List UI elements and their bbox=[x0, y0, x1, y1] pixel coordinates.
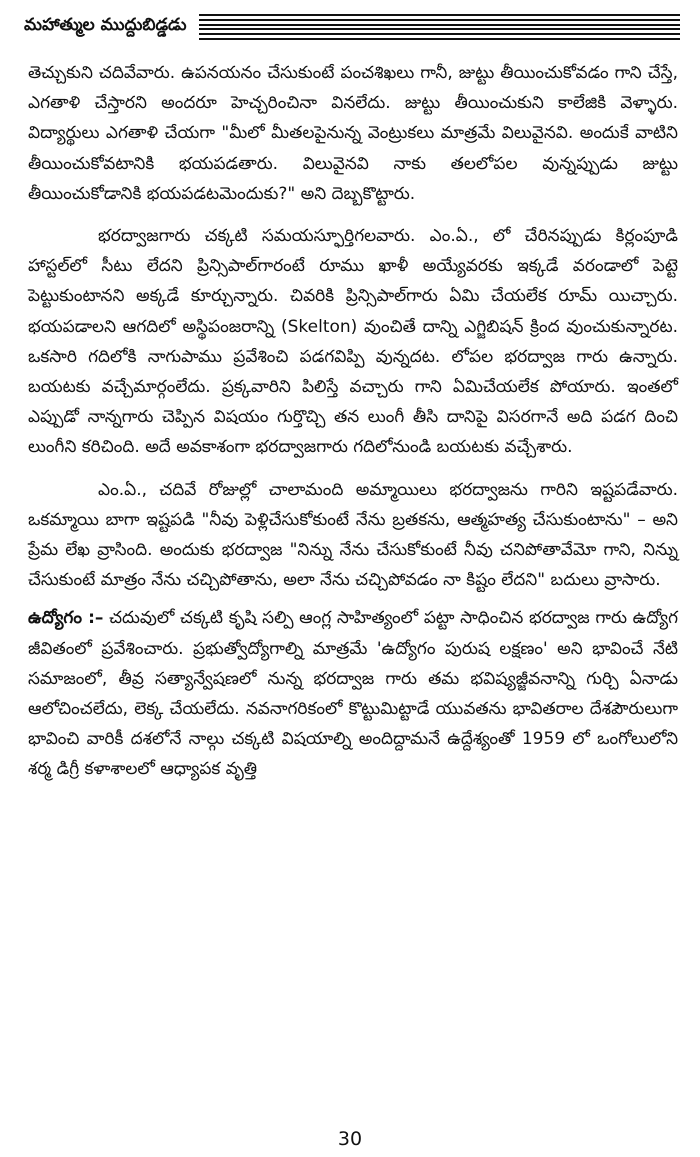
page-number: 30 bbox=[337, 1128, 363, 1150]
page-body bbox=[28, 58, 678, 785]
running-header bbox=[24, 10, 680, 44]
section-heading-employment: ఉద్యోగం :– bbox=[28, 608, 104, 629]
paragraph-continued: తెచ్చుకుని చదివేవారు. ఉపనయనం చేసుకుంటే పంచశిఖలు గానీ, జుట్టు తీయించుకోవడం గాని చేస్తే, ఎగతాళి చేస్తారని అందరూ హెచ్చరించినా వినలేదు. జుట్టు తీయించుకుని కాలేజికి వెళ్ళారు. విద్యార్థులు ఎగతాళి చేయగా "మీలో మీతలపైనున్న వెంట్రుకలు మాత్రమే విలువైనవి. అందుకే వాటిని తీయించుకోవటానికి భయపడతారు. విలువైనవి నాకు తలలోపల వున్నప్పుడు జుట్టు తీయించుకోడానికి భయపడటమెందుకు?" అని దెబ్బకొట్టారు. bbox=[28, 63, 678, 204]
paragraph-letter-story: ఎం.ఏ., చదివే రోజుల్లో చాలామంది అమ్మాయిలు భరద్వాజను గారిని ఇష్టపడేవారు. ఒకమ్మాయి బాగా ఇష్టపడి "నీవు పెళ్లిచేసుకోకుంటే నేను బ్రతకను, ఆత్మహత్య చేసుకుంటాను" – అని ప్రేమ లేఖ వ్రాసింది. అందుకు భరద్వాజ "నిన్ను నేను చేసుకోకుంటే నీవు చనిపోతావేమో గాని, నిన్ను చేసుకుంటే మాత్రం నేను చచ్చిపోతాను, అలా నేను చచ్చిపోవడం నా కిష్టం లేదని" బదులు వ్రాసారు. bbox=[28, 479, 678, 591]
book-title: మహాత్ముల ముద్దుబిడ్డడు bbox=[24, 15, 187, 35]
paragraph-employment bbox=[28, 603, 678, 784]
paragraph-hostel-story: భరద్వాజగారు చక్కటి సమయస్ఫూర్తిగలవారు. ఎం.ఏ., లో చేరినప్పుడు కిర్లంపూడి హాస్టల్‌లో సీటు లేదని ప్రిన్సిపాల్‌గారంటే రూము ఖాళీ అయ్యేవరకు ఇక్కడే వరండాలో పెట్టె పెట్టుకుంటానని అక్కడే కూర్చున్నారు. చివరికి ప్రిన్సిపాల్‌గారు ఏమి చేయలేక రూమ్ యిచ్చారు. భయపడాలని ఆగదిలో అస్థిపంజరాన్ని (Skelton) వుంచితే దాన్ని ఎగ్జిబిషన్ క్రింద వుంచుకున్నారట. ఒకసారి గదిలోకి నాగుపాము ప్రవేశించి పడగవిప్పి వున్నదట. లోపల భరద్వాజ గారు ఉన్నారు. బయటకు వచ్చేమార్గంలేదు. ప్రక్కవారిని పిలిస్తే వచ్చారు గాని ఏమిచేయలేక పోయారు. ఇంతలో ఎప్పుడో నాన్నగారు చెప్పిన విషయం గుర్తొచ్చి తన లుంగీ తీసి దానిపై విసరగానే అది పడగ దించి లుంగీని కరిచింది. అదే అవకాశంగా భరద్వాజగారు గదిలోనుండి బయటకు వచ్చేశారు. bbox=[28, 226, 678, 458]
header-rule-lines bbox=[199, 14, 680, 40]
section-body-employment: చదువులో చక్కటి కృషి సల్పి ఆంగ్ల సాహిత్యంలో పట్టా సాధించిన భరద్వాజ గారు ఉద్యోగ జీవితంలో ప్రవేశించారు. ప్రభుత్వోద్యోగాల్ని మాత్రమే 'ఉద్యోగం పురుష లక్షణం' అని భావించే నేటి సమాజంలో, తీవ్ర సత్యాన్వేషణలో నున్న భరద్వాజ గారు తమ భవిష్యజ్జీవనాన్ని గుర్చి ఏనాడు ఆలోచించలేదు, లెక్క చేయలేదు. నవనాగరికంలో కొట్టుమిట్టాడే యువతను భావితరాల దేశపౌరులుగా భావించి వారికీ దశలోనే నాల్గు చక్కటి విషయాల్ని అందిద్దామనే ఉద్దేశ్యంతో 1959 లో ఒంగోలులోని శర్మ డిగ్రీ కళాశాలలో ఆధ్యాపక వృత్తి bbox=[28, 608, 678, 780]
